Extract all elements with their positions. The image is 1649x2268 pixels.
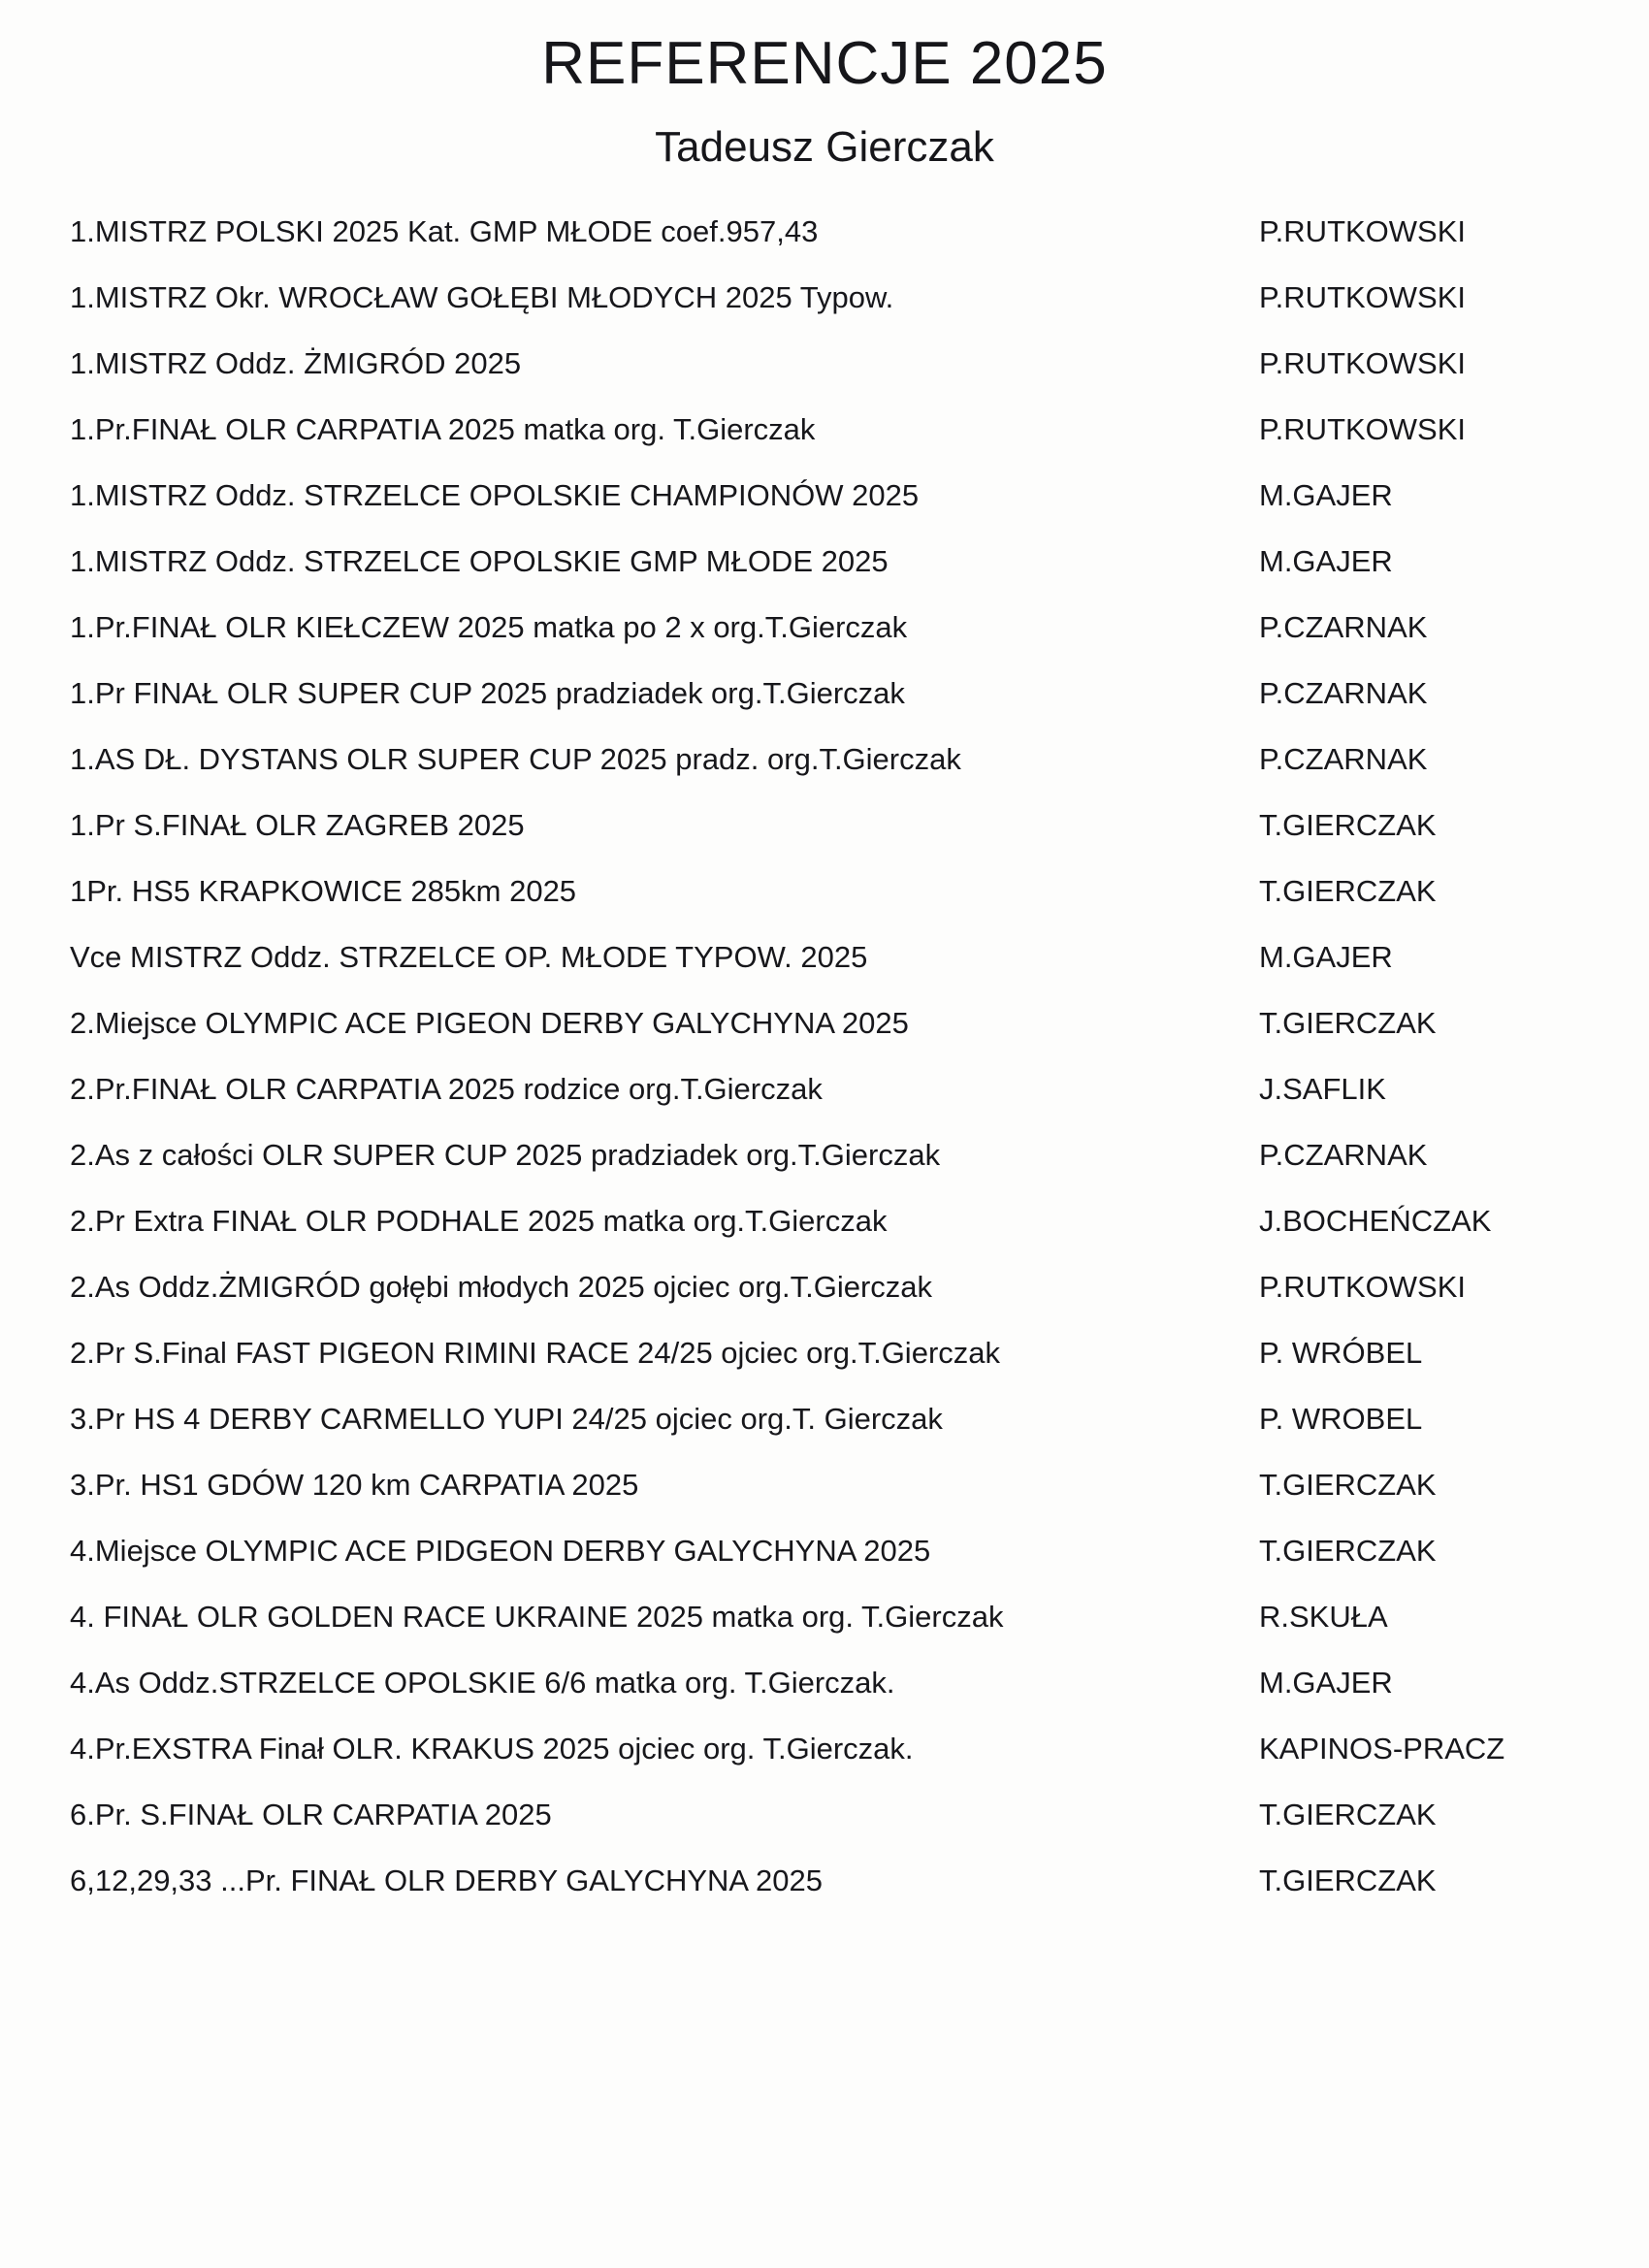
reference-person: J.SAFLIK xyxy=(1259,1072,1386,1106)
reference-person: P.RUTKOWSKI xyxy=(1259,280,1467,314)
reference-description: 2.As z całości OLR SUPER CUP 2025 pradziadek org.T.Gierczak xyxy=(70,1138,941,1172)
reference-person-cell xyxy=(1259,1716,1579,1782)
reference-list xyxy=(0,199,1649,1914)
list-item xyxy=(0,990,1649,1056)
reference-description: 2.As Oddz.ŻMIGRÓD gołębi młodych 2025 ojciec org.T.Gierczak xyxy=(70,1270,933,1304)
reference-person: P. WRÓBEL xyxy=(1259,1336,1423,1370)
reference-person: P.RUTKOWSKI xyxy=(1259,346,1467,380)
reference-person: M.GAJER xyxy=(1259,544,1393,578)
reference-person-cell xyxy=(1259,595,1579,661)
reference-person-cell xyxy=(1259,1122,1579,1188)
list-item xyxy=(0,1584,1649,1650)
reference-description: 2.Pr S.Final FAST PIGEON RIMINI RACE 24/25 ojciec org.T.Gierczak xyxy=(70,1336,1001,1370)
list-item xyxy=(0,661,1649,727)
reference-description: 1.Pr S.FINAŁ OLR ZAGREB 2025 xyxy=(70,808,525,842)
reference-person: P. WROBEL xyxy=(1259,1402,1423,1436)
reference-person-cell xyxy=(1259,1386,1579,1452)
list-item xyxy=(0,1716,1649,1782)
list-item xyxy=(0,331,1649,397)
reference-person: M.GAJER xyxy=(1259,940,1393,974)
reference-person-cell xyxy=(1259,661,1579,727)
reference-person-cell xyxy=(1259,331,1579,397)
reference-description: 2.Pr.FINAŁ OLR CARPATIA 2025 rodzice org.T.Gierczak xyxy=(70,1072,823,1106)
list-item xyxy=(0,265,1649,331)
reference-person: M.GAJER xyxy=(1259,478,1393,512)
list-item xyxy=(0,199,1649,265)
reference-person-cell xyxy=(1259,397,1579,463)
list-item xyxy=(0,859,1649,924)
list-item xyxy=(0,595,1649,661)
reference-description: 1.MISTRZ Oddz. STRZELCE OPOLSKIE GMP MŁODE 2025 xyxy=(70,544,889,578)
list-item xyxy=(0,1254,1649,1320)
reference-person-cell xyxy=(1259,727,1579,793)
reference-description: 2.Miejsce OLYMPIC ACE PIGEON DERBY GALYCHYNA 2025 xyxy=(70,1006,909,1040)
reference-person: T.GIERCZAK xyxy=(1259,1468,1437,1502)
list-item xyxy=(0,727,1649,793)
reference-description: 1Pr. HS5 KRAPKOWICE 285km 2025 xyxy=(70,874,577,908)
reference-person: KAPINOS-PRACZ xyxy=(1259,1732,1505,1766)
reference-person-cell xyxy=(1259,1320,1579,1386)
reference-person: P.RUTKOWSKI xyxy=(1259,214,1467,248)
reference-person: T.GIERCZAK xyxy=(1259,808,1437,842)
reference-person: T.GIERCZAK xyxy=(1259,1863,1437,1897)
reference-person-cell xyxy=(1259,1584,1579,1650)
list-item xyxy=(0,1452,1649,1518)
list-item xyxy=(0,529,1649,595)
reference-person: P.CZARNAK xyxy=(1259,742,1428,776)
reference-description: 4. FINAŁ OLR GOLDEN RACE UKRAINE 2025 matka org. T.Gierczak xyxy=(70,1600,1004,1634)
reference-person-cell xyxy=(1259,1188,1579,1254)
list-item xyxy=(0,1320,1649,1386)
reference-description: 4.Pr.EXSTRA Finał OLR. KRAKUS 2025 ojciec org. T.Gierczak. xyxy=(70,1732,914,1766)
reference-description: Vce MISTRZ Oddz. STRZELCE OP. MŁODE TYPOW. 2025 xyxy=(70,940,868,974)
list-item xyxy=(0,463,1649,529)
reference-description: 1.MISTRZ Oddz. ŻMIGRÓD 2025 xyxy=(70,346,522,380)
reference-person-cell xyxy=(1259,463,1579,529)
reference-description: 1.MISTRZ Oddz. STRZELCE OPOLSKIE CHAMPIONÓW 2025 xyxy=(70,478,920,512)
reference-person: J.BOCHEŃCZAK xyxy=(1259,1204,1492,1238)
reference-person-cell xyxy=(1259,1848,1579,1914)
list-item xyxy=(0,1782,1649,1848)
reference-person-cell xyxy=(1259,859,1579,924)
reference-description: 1.MISTRZ Okr. WROCŁAW GOŁĘBI MŁODYCH 2025 Typow. xyxy=(70,280,894,314)
reference-person: R.SKUŁA xyxy=(1259,1600,1388,1634)
list-item xyxy=(0,1650,1649,1716)
reference-person-cell xyxy=(1259,924,1579,990)
reference-description: 1.Pr FINAŁ OLR SUPER CUP 2025 pradziadek org.T.Gierczak xyxy=(70,676,905,710)
reference-person: P.RUTKOWSKI xyxy=(1259,412,1467,446)
reference-person-cell xyxy=(1259,529,1579,595)
reference-person: P.CZARNAK xyxy=(1259,610,1428,644)
reference-description: 3.Pr. HS1 GDÓW 120 km CARPATIA 2025 xyxy=(70,1468,639,1502)
reference-person: P.CZARNAK xyxy=(1259,676,1428,710)
reference-description: 3.Pr HS 4 DERBY CARMELLO YUPI 24/25 ojciec org.T. Gierczak xyxy=(70,1402,943,1436)
reference-description: 4.Miejsce OLYMPIC ACE PIDGEON DERBY GALYCHYNA 2025 xyxy=(70,1534,931,1568)
reference-person-cell xyxy=(1259,1254,1579,1320)
reference-person-cell xyxy=(1259,1782,1579,1848)
list-item xyxy=(0,1518,1649,1584)
reference-description: 1.Pr.FINAŁ OLR KIEŁCZEW 2025 matka po 2 x org.T.Gierczak xyxy=(70,610,908,644)
reference-description: 1.AS DŁ. DYSTANS OLR SUPER CUP 2025 pradz. org.T.Gierczak xyxy=(70,742,961,776)
list-item xyxy=(0,1122,1649,1188)
list-item xyxy=(0,1386,1649,1452)
list-item xyxy=(0,1188,1649,1254)
reference-person: P.RUTKOWSKI xyxy=(1259,1270,1467,1304)
reference-person-cell xyxy=(1259,793,1579,859)
reference-person: T.GIERCZAK xyxy=(1259,1798,1437,1831)
page-subtitle: Tadeusz Gierczak xyxy=(655,123,994,171)
reference-person-cell xyxy=(1259,990,1579,1056)
reference-person: M.GAJER xyxy=(1259,1666,1393,1700)
reference-person-cell xyxy=(1259,1650,1579,1716)
reference-person: T.GIERCZAK xyxy=(1259,1534,1437,1568)
reference-person-cell xyxy=(1259,1056,1579,1122)
reference-description: 2.Pr Extra FINAŁ OLR PODHALE 2025 matka org.T.Gierczak xyxy=(70,1204,888,1238)
reference-person-cell xyxy=(1259,1518,1579,1584)
list-item xyxy=(0,1848,1649,1914)
reference-description: 1.Pr.FINAŁ OLR CARPATIA 2025 matka org. T.Gierczak xyxy=(70,412,816,446)
reference-description: 1.MISTRZ POLSKI 2025 Kat. GMP MŁODE coef.957,43 xyxy=(70,214,819,248)
reference-description: 4.As Oddz.STRZELCE OPOLSKIE 6/6 matka org. T.Gierczak. xyxy=(70,1666,895,1700)
reference-person-cell xyxy=(1259,1452,1579,1518)
reference-person-cell xyxy=(1259,265,1579,331)
reference-description: 6.Pr. S.FINAŁ OLR CARPATIA 2025 xyxy=(70,1798,552,1831)
reference-person-cell xyxy=(1259,199,1579,265)
page-title: REFERENCJE 2025 xyxy=(541,30,1108,97)
reference-person: P.CZARNAK xyxy=(1259,1138,1428,1172)
reference-person: T.GIERCZAK xyxy=(1259,874,1437,908)
list-item xyxy=(0,924,1649,990)
list-item xyxy=(0,793,1649,859)
reference-person: T.GIERCZAK xyxy=(1259,1006,1437,1040)
list-item xyxy=(0,1056,1649,1122)
reference-description: 6,12,29,33 ...Pr. FINAŁ OLR DERBY GALYCHYNA 2025 xyxy=(70,1863,823,1897)
list-item xyxy=(0,397,1649,463)
